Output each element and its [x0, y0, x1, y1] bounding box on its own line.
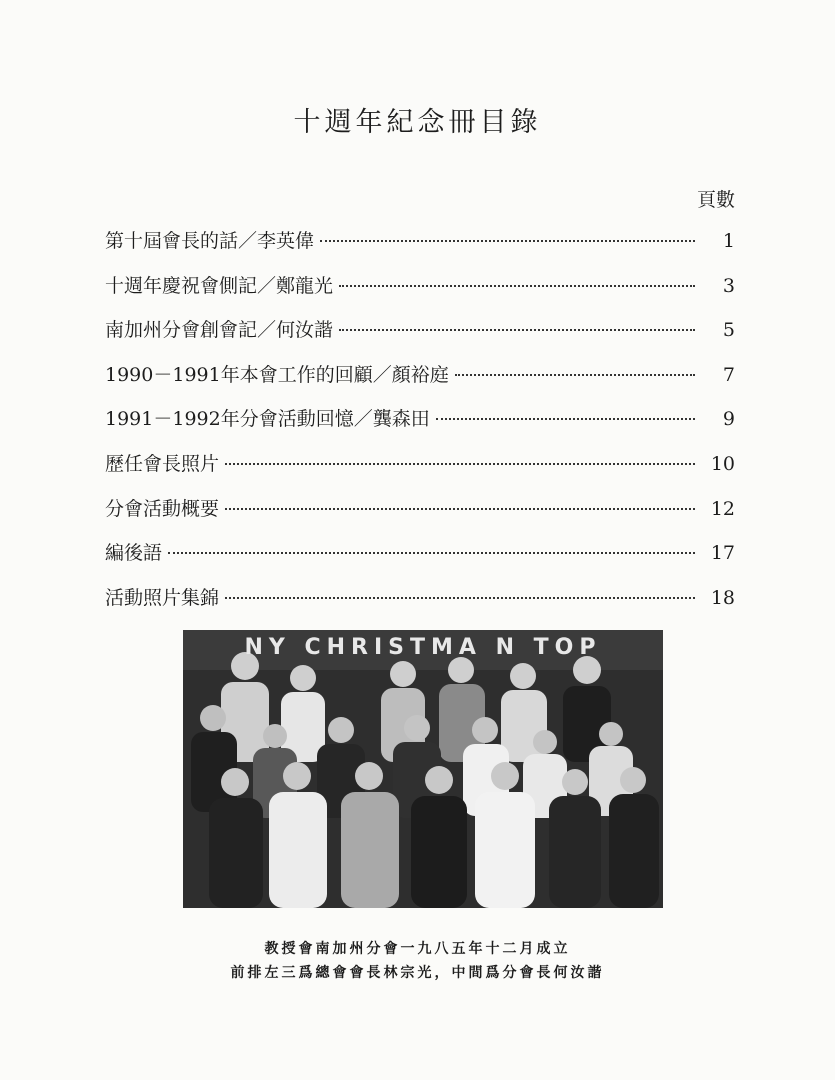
toc-entry[interactable] [105, 538, 735, 583]
group-photo-illustration [183, 630, 663, 908]
toc-entry-page: 9 [722, 408, 735, 431]
toc-entry-title: 歷任會長照片 [105, 452, 220, 475]
toc-entry-page: 5 [722, 319, 735, 342]
leader-dots [225, 596, 695, 599]
leader-dots [225, 462, 695, 465]
toc-entry[interactable] [105, 449, 735, 494]
toc-entry[interactable] [105, 583, 735, 628]
toc-entry-title: 活動照片集錦 [105, 586, 220, 609]
toc-entry-page: 1 [722, 230, 735, 252]
toc-entry-title: 第十屆會長的話／李英偉 [105, 230, 315, 252]
toc-entry[interactable] [105, 226, 735, 271]
leader-dots [168, 551, 695, 554]
leader-dots [339, 284, 695, 287]
toc-entry-title: 十週年慶祝會側記／鄭龍光 [105, 274, 334, 297]
leader-dots [225, 507, 695, 510]
toc-entry[interactable] [105, 315, 735, 360]
toc-entry-page: 7 [722, 363, 735, 386]
page-title: 十週年紀念冊目錄 [293, 107, 542, 138]
leader-dots [455, 373, 695, 376]
toc-entry-title: 1990－1991年本會工作的回顧／顏裕庭 [105, 363, 449, 386]
pages-column-header: 頁數 [696, 189, 735, 211]
toc-entry-title: 1991－1992年分會活動回憶／龔森田 [105, 408, 430, 431]
toc-entry-page: 18 [710, 586, 735, 609]
toc-entry-page: 3 [722, 274, 735, 297]
toc-entry[interactable] [105, 271, 735, 316]
leader-dots [436, 417, 695, 420]
photo-caption-line-1: 教授會南加州分會一九八五年十二月成立 [264, 941, 571, 957]
group-photo [183, 630, 663, 908]
toc-entry-title: 編後語 [105, 542, 163, 565]
toc-entry[interactable] [105, 494, 735, 539]
photo-caption-line-2: 前排左三爲總會會長林宗光，中間爲分會長何汝諧 [230, 965, 605, 981]
toc-entry-title: 南加州分會創會記／何汝諧 [105, 319, 334, 342]
photo-banner-text: NY CHRISTMA N TOP [244, 635, 602, 660]
toc-entry[interactable] [105, 360, 735, 405]
toc-entry-title: 分會活動概要 [105, 497, 220, 520]
toc-entry-page: 12 [710, 497, 735, 520]
toc-entry[interactable] [105, 404, 735, 449]
toc-entry-page: 17 [710, 542, 735, 565]
toc-entry-page: 10 [710, 452, 735, 475]
table-of-contents [105, 226, 735, 627]
leader-dots [339, 328, 695, 331]
leader-dots [320, 239, 695, 242]
